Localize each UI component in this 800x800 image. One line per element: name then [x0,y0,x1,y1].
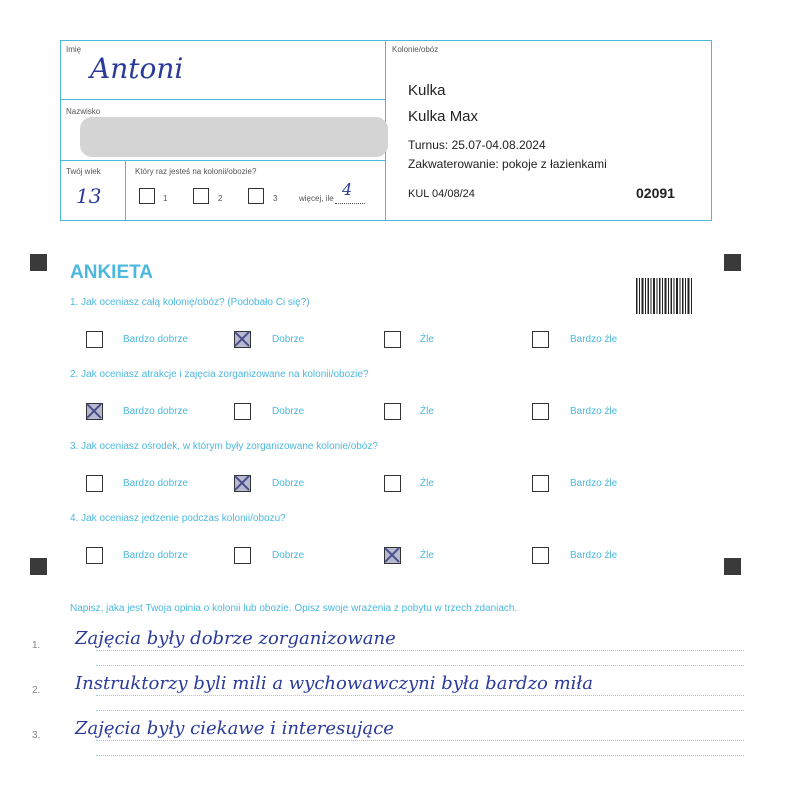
camp-number: 02091 [636,185,675,201]
times-label: Który raz jesteś na kolonii/obozie? [135,167,257,176]
times-more-label: więcej, ile [299,194,334,203]
opinion-line-3-dotted-rule [96,740,744,741]
opinion-line-3-text[interactable]: Zajęcia były ciekawe i interesujące [75,718,394,739]
opinion-line-2-dotted-rule [96,695,744,696]
question-2-text: 2. Jak oceniasz atrakcje i zajęcia zorganizowane na kolonii/obozie? [70,369,369,380]
opinion-line-1-number: 1. [32,640,41,651]
question-1-option-3-checkbox[interactable] [384,331,401,348]
question-1-text: 1. Jak oceniasz całą kolonię/obóz? (Podobało Ci się?) [70,297,310,308]
question-4-option-2-checkbox[interactable] [234,547,251,564]
divider-lastname [60,160,386,161]
question-1-option-3-label: Źle [420,334,434,345]
question-2-option-2-label: Dobrze [272,406,305,417]
camp-label: Kolonie/obóz [392,45,439,54]
registration-marker-top-right [724,254,741,271]
question-4-option-4-checkbox[interactable] [532,547,549,564]
question-2-option-3-checkbox[interactable] [384,403,401,420]
opinion-line-2-text[interactable]: Instruktorzy byli mili a wychowawczyni była bardzo miła [75,673,594,694]
opinion-line-1-text[interactable]: Zajęcia były dobrze zorganizowane [75,628,396,649]
registration-marker-bottom-left [30,558,47,575]
times-option-2-label: 2 [218,194,223,203]
question-2-option-1-checkbox[interactable] [86,403,103,420]
question-4-option-4-label: Bardzo źle [570,550,618,561]
last-name-label: Nazwisko [66,107,101,116]
barcode [636,278,692,314]
camp-name: Kulka [408,82,446,99]
question-3-option-1-label: Bardzo dobrze [123,478,189,489]
question-1-option-1-checkbox[interactable] [86,331,103,348]
times-option-2-checkbox[interactable] [193,188,209,204]
question-3-text: 3. Jak oceniasz ośrodek, w którym były zorganizowane kolonie/obóz? [70,441,378,452]
question-3-option-3-label: Źle [420,478,434,489]
question-4-option-1-label: Bardzo dobrze [123,550,189,561]
opinion-line-2-number: 2. [32,685,41,696]
times-option-1-label: 1 [163,194,168,203]
times-option-3-checkbox[interactable] [248,188,264,204]
first-name-label: Imię [66,45,82,54]
age-label: Twój wiek [66,167,101,176]
opinion-line-3-dotted-rule-lower [96,755,744,756]
times-option-3-label: 3 [273,194,278,203]
question-1-option-2-label: Dobrze [272,334,305,345]
question-3-option-3-checkbox[interactable] [384,475,401,492]
opinion-prompt: Napisz, jaka jest Twoja opinia o kolonii lub obozie. Opisz swoje wrażenia z pobytu w trzech zdaniach. [70,603,518,614]
question-2-option-1-label: Bardzo dobrze [123,406,189,417]
question-4-option-3-checkbox[interactable] [384,547,401,564]
registration-marker-top-left [30,254,47,271]
camp-code: KUL 04/08/24 [408,188,475,200]
question-2-option-4-checkbox[interactable] [532,403,549,420]
question-3-option-2-checkbox[interactable] [234,475,251,492]
question-1-option-4-checkbox[interactable] [532,331,549,348]
last-name-redacted [80,117,388,157]
question-4-text: 4. Jak oceniasz jedzenie podczas kolonii/obozu? [70,513,286,524]
divider-age [125,160,126,221]
first-name-value[interactable]: Antoni [90,52,184,85]
opinion-line-1-dotted-rule-lower [96,665,744,666]
question-2-option-4-label: Bardzo źle [570,406,618,417]
question-4-option-3-label: Źle [420,550,434,561]
question-1-option-4-label: Bardzo źle [570,334,618,345]
times-option-1-checkbox[interactable] [139,188,155,204]
question-3-option-1-checkbox[interactable] [86,475,103,492]
opinion-line-1-dotted-rule [96,650,744,651]
camp-accommodation: Zakwaterowanie: pokoje z łazienkami [408,157,607,171]
registration-marker-bottom-right [724,558,741,575]
times-more-value[interactable]: 4 [342,180,353,199]
question-2-option-2-checkbox[interactable] [234,403,251,420]
question-2-option-3-label: Źle [420,406,434,417]
camp-subname: Kulka Max [408,108,479,125]
divider-name [60,99,386,100]
times-more-line [335,203,365,204]
question-3-option-4-label: Bardzo źle [570,478,618,489]
age-value[interactable]: 13 [76,184,102,208]
question-3-option-2-label: Dobrze [272,478,305,489]
question-1-option-2-checkbox[interactable] [234,331,251,348]
question-4-option-2-label: Dobrze [272,550,305,561]
question-3-option-4-checkbox[interactable] [532,475,549,492]
question-1-option-1-label: Bardzo dobrze [123,334,189,345]
question-4-option-1-checkbox[interactable] [86,547,103,564]
camp-turnus: Turnus: 25.07-04.08.2024 [408,138,546,152]
opinion-line-3-number: 3. [32,730,41,741]
survey-title: ANKIETA [70,262,154,283]
opinion-line-2-dotted-rule-lower [96,710,744,711]
